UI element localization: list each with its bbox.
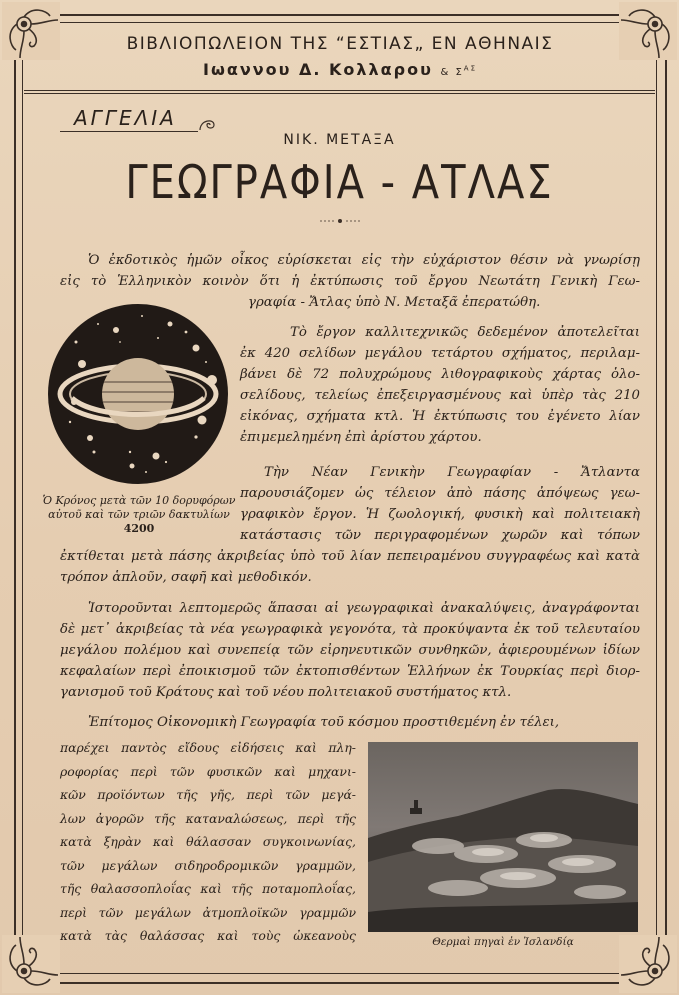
iceland-hot-springs-photo	[368, 742, 638, 932]
paragraph-economic: παρέχει παντὸς εἴδους εἰδήσεις καὶ πλη- ροφορίας περὶ τῶν φυσικῶν καὶ μηχανι- κῶν προϊόντων τῆς γῆς, περὶ τῶν μεγά- λων ἀγορῶν τῆς καταναλώσεως, περὶ τῆς κατὰ ξηρὰν καὶ θάλασσαν συγκοινωνίας, τῶν μεγάλων σιδηροδρομικῶν γραμμῶν, τῆς θαλασσοπλοΐας καὶ τῆς ποταμοπλοΐας, περὶ τῶν μεγάλων ἀτμοπλοϊκῶν γραμμῶν κατὰ τὰς θαλάσσας καὶ τοὺς ὠκεανοὺς	[60, 740, 356, 943]
divider-ornament	[320, 216, 360, 226]
announcement-label: ΑΓΓΕΛΙΑ	[74, 106, 177, 130]
page-title: ΓΕΩΓΡΑΦΙΑ - ΑΤΛΑΣ	[125, 156, 554, 210]
corner-ornament	[2, 2, 60, 60]
paragraph-history: Ἱστοροῦνται λεπτομερῶς ἅπασαι αἱ γεωγραφικαὶ ἀνακαλύψεις, ἀναγράφονται δὲ μετ᾽ ἀκριβείας τὰ νέα γεωγραφικὰ γεγονότα, τὰ προκύψαντα ἐκ τοῦ τελευταίου μεγάλου πολέμου καὶ συνεπείᾳ τῶν εἰρηνευτικῶν συνθηκῶν, ἀφιερουμένων ἰδίων κεφαλαίων περὶ ἐποικισμοῦ τῶν ἐκτοπισθέντων Ἑλλήνων ἐκ Τουρκίας περὶ διορ- γανισμοῦ τοῦ Κράτους καὶ τοῦ νέου πολιτειακοῦ συστήματος κτλ.	[60, 601, 640, 700]
paragraph-presentation: Τὴν Νέαν Γενικὴν Γεωγραφίαν - Ἄτλαντα παρουσιάζομεν ὡς τέλειον ἀπὸ πάσης ἀπόψεως γεω- γραφικὸν ἔργον. Ἡ ζωολογική, φυσικὴ καὶ πολιτειακὴ κατάστασις τῶν περιγραφομένων χωρῶν καὶ τόπων	[240, 465, 640, 543]
saturn-caption: Ὁ Κρόνος μετὰ τῶν 10 δορυφόρων αὐτοῦ καὶ τῶν τριῶν δακτυλίων 4200	[42, 494, 236, 535]
paragraph-presentation-cont: ἐκτίθεται μετὰ πάσης ἀκριβείας ὑπὸ τοῦ λίαν πεπειραμένου συγγραφέως καὶ κατὰ τρόπον ἁπλοῦν, σαφῆ καὶ μεθοδικόν.	[60, 549, 640, 585]
header-rule	[24, 90, 655, 91]
paragraph-intro: Ὁ ἐκδοτικὸς ἡμῶν οἶκος εὑρίσκεται εἰς τὴν εὐχάριστον θέσιν νὰ γνωρίσῃ εἰς τὸ Ἑλληνικὸν κοινὸν ὅτι ἡ ἐκτύπωσις τοῦ ἔργου Νεωτάτη Γενικὴ Γεω- γραφία - Ἄτλας ὑπὸ Ν. Μεταξᾶ ἐπερατώθη.	[60, 253, 640, 310]
paragraph-economic-heading: Ἐπίτομος Οἰκονομικὴ Γεωγραφία τοῦ κόσμου προστιθεμένη ἐν τέλει,	[88, 715, 560, 730]
publisher-owner	[60, 60, 620, 79]
paragraph-description: Τὸ ἔργον καλλιτεχνικῶς δεδεμένον ἀποτελεῖται ἐκ 420 σελίδων μεγάλου τετάρτου σχήματος, περιλαμ- βάνει δὲ 72 πολυχρώμους λιθογραφικοὺς χάρτας ὁλο- σελίδους, τελείως ἐπεξειργασμένους καὶ ὑπὲρ τὰς 210 εἰκόνας, σχήματα κτλ. Ἡ ἐκτύπωσις του ἐγένετο λίαν ἐπιμεμελημένη ἐπὶ ἀρίστου χάρτου.	[240, 325, 640, 445]
publisher-owner-name: Ιωαννου Δ. Κολλαρου	[202, 60, 433, 79]
author: ΝΙΚ. ΜΕΤΑΞΑ	[283, 132, 396, 148]
saturn-illustration	[46, 302, 230, 486]
publisher-owner-suffix: & $\Sigma^{A\Sigma}$	[440, 64, 478, 78]
photo-caption: Θερμαὶ πηγαὶ ἐν Ἰσλανδίᾳ	[432, 936, 574, 948]
publisher-name: ΒΙΒΛΙΟΠΩΛΕΙΟΝ ΤΗΣ “ΕΣΤΙΑΣ„ ΕΝ ΑΘΗΝΑΙΣ	[126, 34, 554, 54]
corner-ornament	[619, 2, 677, 60]
corner-ornament	[2, 935, 60, 993]
header-rule	[24, 93, 655, 94]
swirl-ornament	[198, 116, 218, 132]
